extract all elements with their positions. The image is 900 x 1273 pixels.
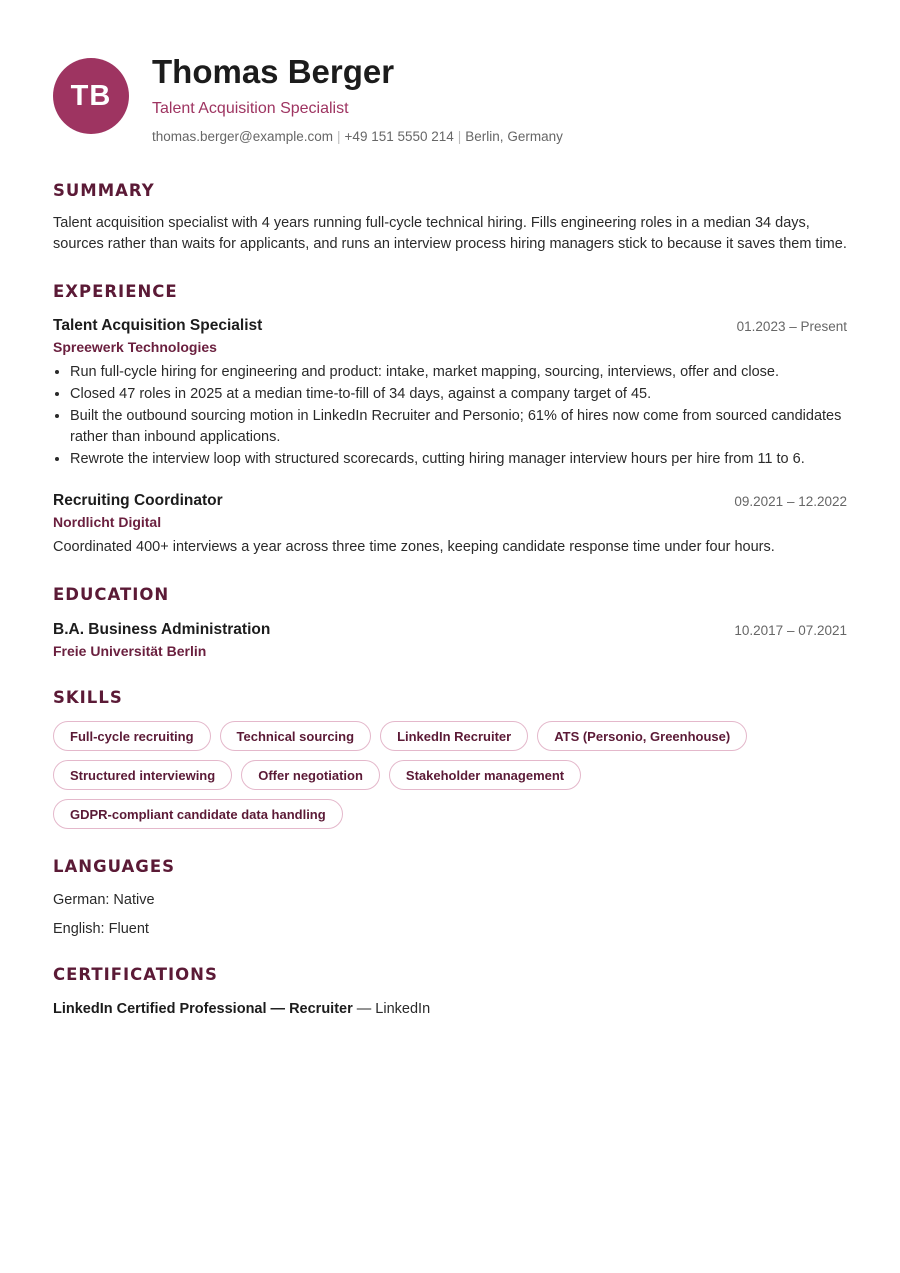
language-item: English: Fluent	[53, 921, 149, 937]
education-degree: B.A. Business Administration	[53, 621, 271, 638]
education-dates: 10.2017 – 07.2021	[734, 623, 847, 638]
job-bullet: • Rewrote the interview loop with structured scorecards, cutting hiring manager interview hours per hire from 11 to 6.	[70, 449, 864, 470]
contact-phone[interactable]: +49 151 5550 214	[344, 129, 454, 144]
job-role: Recruiting Coordinator	[53, 492, 223, 509]
contact-location: Berlin, Germany	[465, 129, 563, 144]
resume-header	[53, 53, 847, 157]
job-dates: 01.2023 – Present	[736, 319, 847, 334]
certifications-heading: CERTIFICATIONS	[53, 965, 218, 984]
skill-chip: Stakeholder management	[389, 760, 581, 790]
job-description: Coordinated 400+ interviews a year across three time zones, keeping candidate response time under four hours.	[53, 539, 775, 555]
skill-chip: Technical sourcing	[220, 721, 372, 751]
skills-heading: SKILLS	[53, 688, 123, 707]
candidate-title: Talent Acquisition Specialist	[152, 100, 349, 117]
certification-item	[53, 1001, 430, 1017]
skill-chip: Full-cycle recruiting	[53, 721, 211, 751]
job-company: Nordlicht Digital	[53, 514, 162, 530]
job-header	[53, 317, 847, 335]
education-heading: EDUCATION	[53, 585, 170, 604]
skill-chip: Offer negotiation	[241, 760, 380, 790]
education-header	[53, 621, 847, 639]
education-school: Freie Universität Berlin	[53, 643, 207, 659]
job-bullet: • Built the outbound sourcing motion in LinkedIn Recruiter and Personio; 61% of hires now come from sourced candidates rather than inbound applications.	[70, 406, 864, 448]
job-header	[53, 492, 847, 510]
skill-chip: LinkedIn Recruiter	[380, 721, 528, 751]
summary-heading: SUMMARY	[53, 181, 155, 200]
contact-separator: |	[457, 129, 462, 144]
contact-separator: |	[337, 129, 341, 144]
avatar: TB	[53, 58, 129, 134]
certification-name: LinkedIn Certified Professional — Recruiter	[53, 1001, 353, 1017]
certification-issuer: — LinkedIn	[352, 1001, 431, 1017]
skills-list	[53, 721, 847, 829]
job-bullets	[53, 362, 864, 471]
language-item: German: Native	[53, 892, 155, 908]
languages-heading: LANGUAGES	[53, 857, 175, 876]
job-role: Talent Acquisition Specialist	[53, 317, 263, 334]
contact-line	[152, 129, 563, 144]
contact-email[interactable]: thomas.berger@example.com	[152, 129, 334, 144]
job-bullet: • Closed 47 roles in 2025 at a median time-to-fill of 34 days, against a company target of 45.	[70, 384, 864, 405]
summary-text: Talent acquisition specialist with 4 years running full-cycle technical hiring. Fills engineering roles in a median 34 days, sources rather than waits for applicants, and runs an interview process hiring managers stick to because it saves them time.	[53, 215, 847, 252]
candidate-name: Thomas Berger	[152, 53, 395, 90]
skill-chip: GDPR-compliant candidate data handling	[53, 799, 343, 829]
job-company: Spreewerk Technologies	[53, 339, 217, 355]
skill-chip: Structured interviewing	[53, 760, 232, 790]
job-dates: 09.2021 – 12.2022	[734, 494, 847, 509]
experience-heading: EXPERIENCE	[53, 282, 178, 301]
job-bullet: • Run full-cycle hiring for engineering and product: intake, market mapping, sourcing, interviews, offer and close.	[70, 362, 864, 383]
skill-chip: ATS (Personio, Greenhouse)	[537, 721, 747, 751]
